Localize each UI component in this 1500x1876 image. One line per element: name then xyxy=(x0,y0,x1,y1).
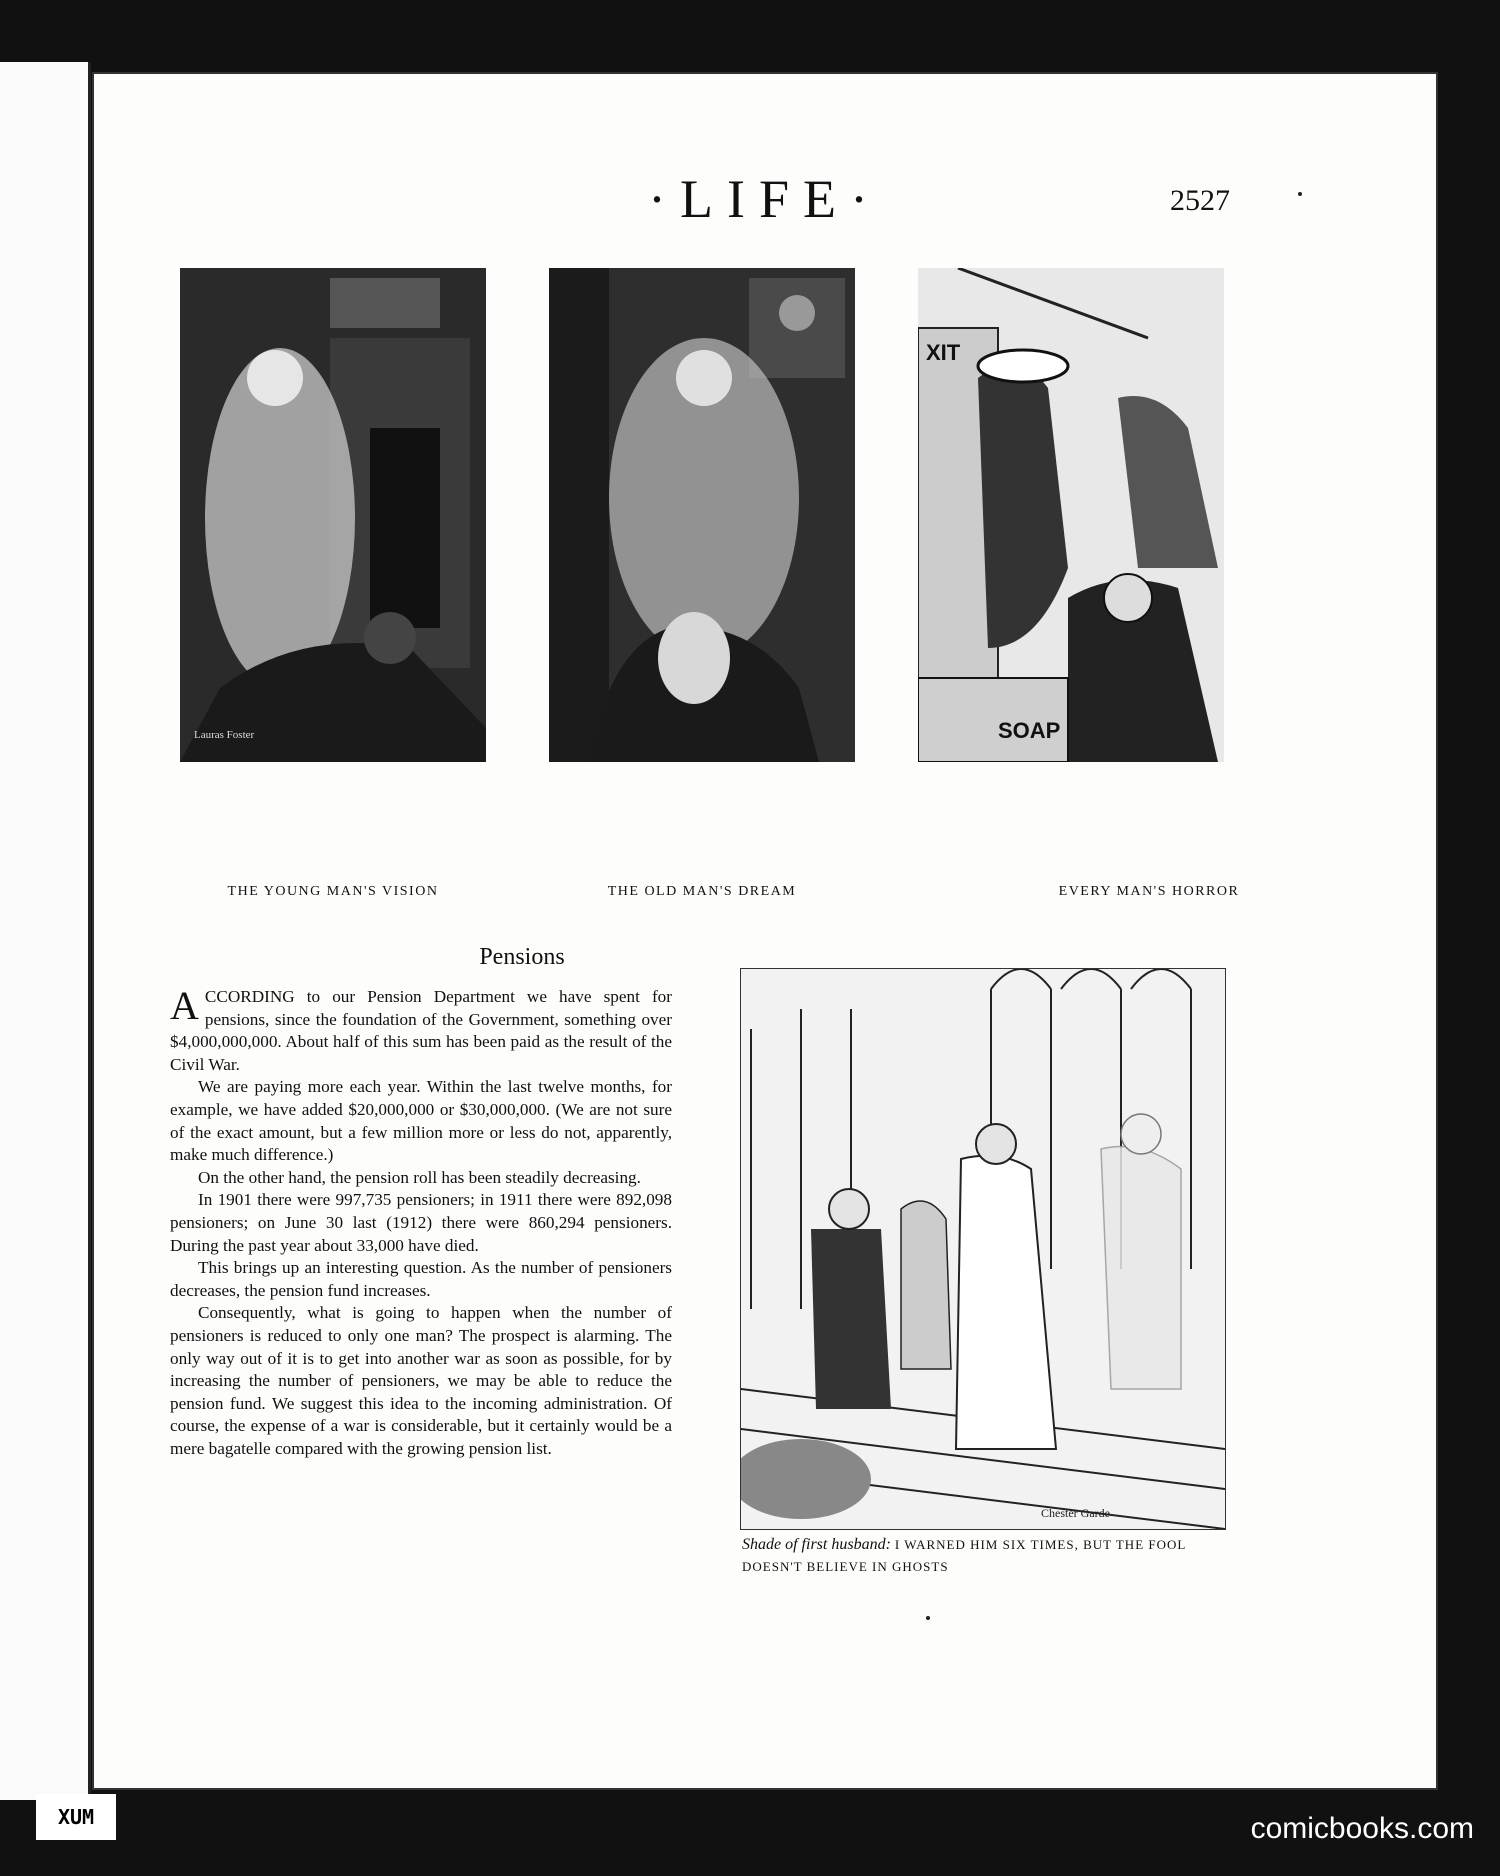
young-mans-vision-illustration xyxy=(180,268,486,762)
cartoon-caption xyxy=(742,1534,1222,1578)
article-paragraph: ACCORDING to our Pension Department we have spent for pensions, since the foundation of the Government, something over $4,000,000,000. About half of this sum has been paid as the result of the Civil War. xyxy=(170,983,672,1074)
page-dot xyxy=(1298,192,1302,196)
corner-tag: XUM xyxy=(36,1794,116,1840)
facing-page-edge xyxy=(0,62,91,1800)
article-paragraph: We are paying more each year. Within the last twelve months, for example, we have added $20,000,000 or $30,000,000. (We are not sure of the exact amount, but a few million more or less do not, apparently, make much difference.) xyxy=(170,1077,672,1165)
caption-young-mans-vision: THE YOUNG MAN'S VISION xyxy=(227,884,439,899)
panel-signature: Lauras Foster xyxy=(194,729,255,741)
article-paragraph: This brings up an interesting question. As the number of pensioners decreases, the pension fund increases. xyxy=(170,1258,672,1300)
page-dot xyxy=(926,1616,930,1620)
panel-every-mans-horror xyxy=(918,268,1224,762)
cartoon-speaker: Shade of first husband: xyxy=(742,1536,891,1553)
article-paragraph: On the other hand, the pension roll has been steadily decreasing. xyxy=(198,1167,641,1187)
cartoon-signature: Chester Garde xyxy=(1041,1506,1110,1520)
soap-box-label: SOAP xyxy=(998,718,1061,743)
panel-young-mans-vision xyxy=(180,268,486,762)
exit-sign-text: XIT xyxy=(926,340,961,365)
article-title: Pensions xyxy=(479,944,565,970)
wedding-cartoon xyxy=(740,968,1226,1530)
wedding-cartoon-illustration xyxy=(741,969,1225,1529)
page-number: 2527 xyxy=(1170,184,1230,217)
caption-old-mans-dream: THE OLD MAN'S DREAM xyxy=(607,884,797,899)
cartoon-quote: I WARNED HIM SIX TIMES, BUT THE FOOL DOESN'T BELIEVE IN GHOSTS xyxy=(742,1537,1186,1574)
caption-every-mans-horror: EVERY MAN'S HORROR xyxy=(1058,884,1240,899)
watermark: comicbooks.com xyxy=(1250,1812,1474,1845)
panel-old-mans-dream xyxy=(549,268,855,762)
article-paragraph: Consequently, what is going to happen when the number of pensioners is reduced to only one man? The prospect is alarming. The only way out of it is to get into another war as soon as possible, for by increasing the number of pensioners, we may be able to reduce the pension fund. We suggest this idea to the incoming administration. Of course, the expense of a war is considerable, but it certainly would be a mere bagatelle compared with the growing pension list. xyxy=(170,1303,672,1458)
masthead: ·LIFE· xyxy=(648,169,882,229)
every-mans-horror-illustration xyxy=(918,268,1224,762)
article-paragraph: In 1901 there were 997,735 pensioners; in 1911 there were 892,098 pensioners; on June 30 last (1912) there were 860,294 pensioners. During the past year about 33,000 have died. xyxy=(170,1190,672,1255)
old-mans-dream-illustration xyxy=(549,268,855,762)
magazine-page xyxy=(92,72,1438,1790)
article-body xyxy=(170,983,672,1460)
